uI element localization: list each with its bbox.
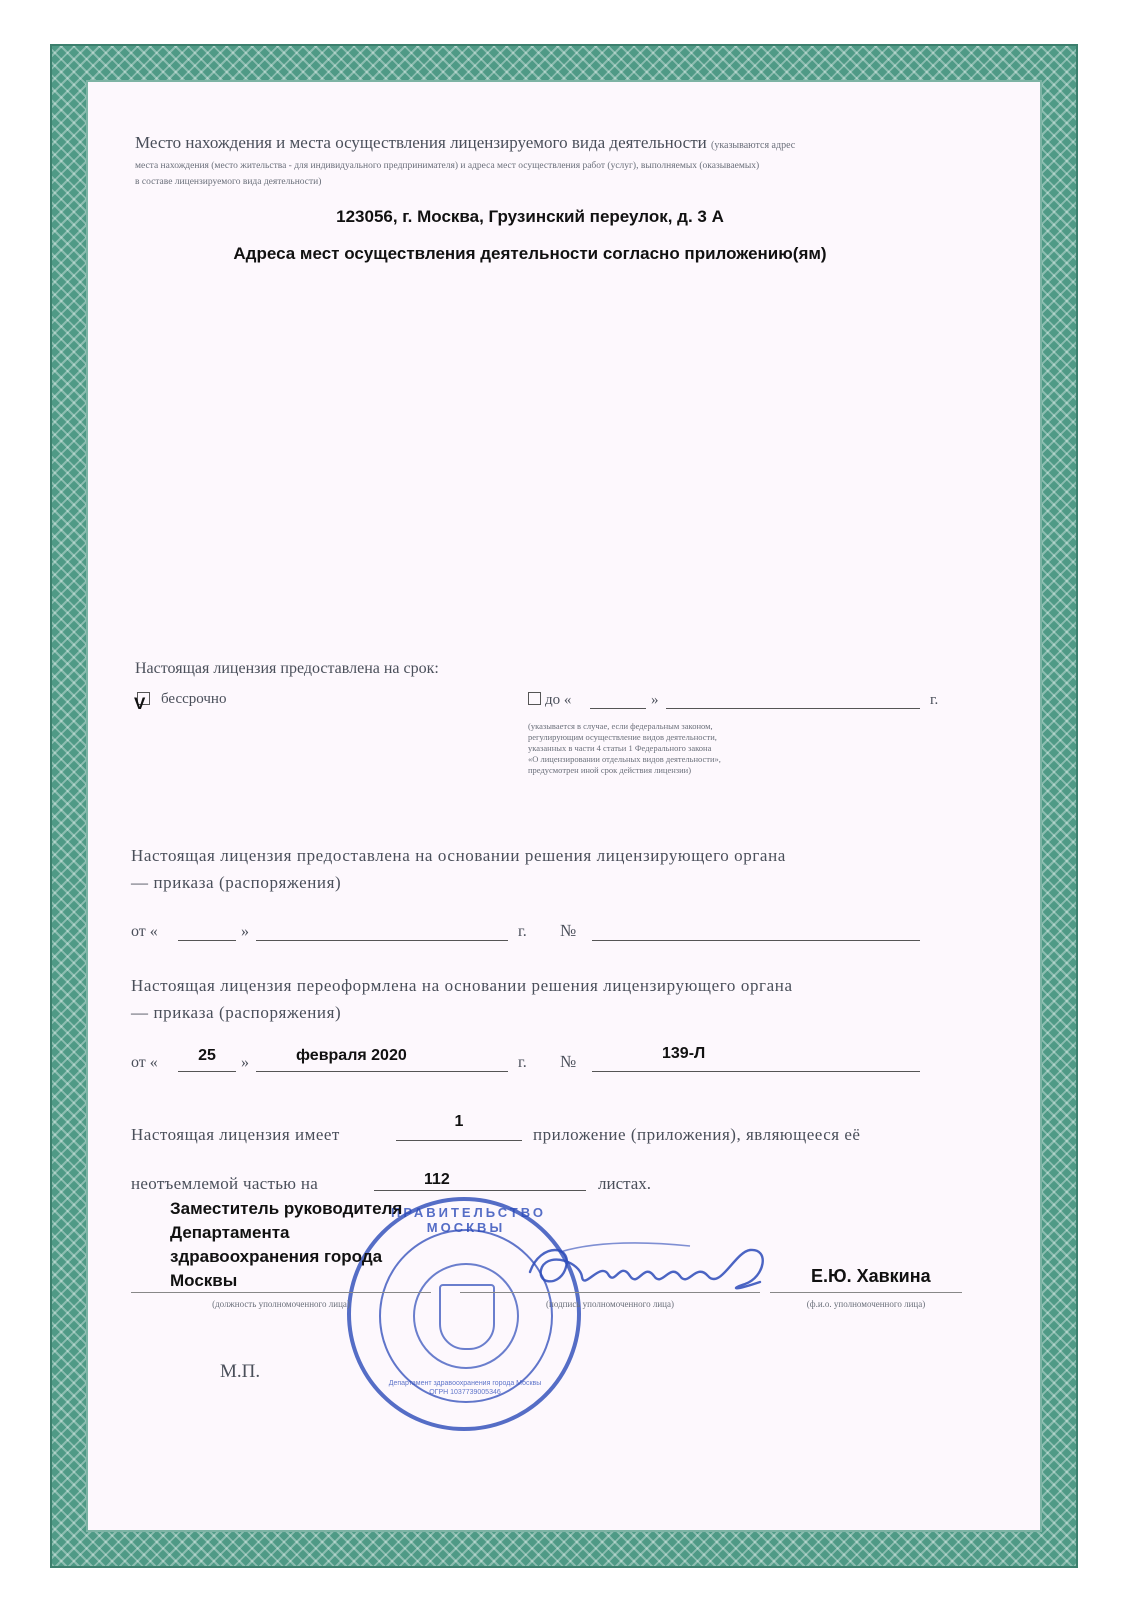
reissue-number: 139-Л <box>662 1045 706 1062</box>
caption-signature: (подпись уполномоченного лица) <box>546 1299 674 1309</box>
term-note-line: «О лицензировании отдельных видов деятельности», <box>528 754 721 764</box>
annex-count: 1 <box>454 1113 464 1130</box>
signatory-name: Е.Ю. Хавкина <box>811 1266 931 1286</box>
basis-text-line1: Настоящая лицензия предоставлена на основании решения лицензирующего органа <box>131 846 786 865</box>
sheets-count: 112 <box>424 1171 450 1188</box>
basis-year-suffix: г. <box>518 923 527 940</box>
reissue-text-line2: — приказа (распоряжения) <box>131 1003 342 1022</box>
basis-number-line <box>592 940 920 941</box>
position-line: Департамента <box>170 1223 290 1242</box>
annex-text-part3: неотъемлемой частью на <box>131 1174 319 1193</box>
location-note-line2: места нахождения (место жительства - для индивидуального предпринимателя) и адреса мест осуществления работ (услуг), выполняемых (оказываемых) <box>135 161 760 171</box>
term-note-line: регулирующим осуществление видов деятельности, <box>528 732 717 742</box>
location-heading <box>135 133 975 153</box>
reissue-number-label: № <box>560 1052 577 1071</box>
stamp-ring-text: ПРАВИТЕЛЬСТВО МОСКВЫ <box>391 1205 546 1235</box>
basis-date-line <box>256 940 508 941</box>
unlimited-label: бессрочно <box>161 691 227 707</box>
location-note-inline: (указываются адрес <box>711 140 796 151</box>
reissue-number-line <box>592 1071 920 1072</box>
stamp-inner-text: Департамент здравоохранения города Москвы ОГРН 1037739005346 <box>388 1380 542 1396</box>
annex-text-part4: листах. <box>598 1174 652 1193</box>
position-underline <box>131 1292 431 1293</box>
basis-quote-close: » <box>241 923 249 940</box>
reissue-day-line <box>178 1071 236 1072</box>
addresses-per-annex: Адреса мест осуществления деятельности согласно приложению(ям) <box>233 244 827 263</box>
caption-name: (ф.и.о. уполномоченного лица) <box>806 1299 926 1309</box>
term-note-line: (указывается в случае, если федеральным законом, <box>528 721 713 731</box>
basis-number-label: № <box>560 921 577 940</box>
seal-label: М.П. <box>220 1361 261 1382</box>
reissue-month-year: февраля 2020 <box>296 1047 407 1064</box>
reissue-from-prefix: от « <box>131 1054 158 1071</box>
position-line: Заместитель руководителя <box>170 1199 403 1218</box>
reissue-year-suffix: г. <box>518 1054 527 1071</box>
signature-underline <box>460 1292 760 1293</box>
signatory-position <box>170 1197 402 1293</box>
until-quote-close: » <box>651 692 659 708</box>
reissue-day: 25 <box>198 1047 216 1064</box>
until-year-suffix: г. <box>930 692 939 708</box>
position-line: здравоохранения города <box>170 1247 383 1266</box>
reissue-text-line1: Настоящая лицензия переоформлена на основании решения лицензирующего органа <box>131 976 793 995</box>
annex-count-line <box>396 1140 522 1141</box>
basis-from-prefix: от « <box>131 923 158 940</box>
annex-text-part1: Настоящая лицензия имеет <box>131 1125 340 1144</box>
basis-day-line <box>178 940 236 941</box>
location-heading-text: Место нахождения и места осуществления лицензируемого вида деятельности <box>135 133 707 152</box>
until-day-line <box>590 708 646 709</box>
until-prefix: до « <box>545 692 572 708</box>
name-underline <box>770 1292 962 1293</box>
reissue-date-line <box>256 1071 508 1072</box>
term-label: Настоящая лицензия предоставлена на срок: <box>135 660 439 677</box>
annex-text-part2: приложение (приложения), являющееся её <box>533 1125 861 1144</box>
reissue-quote-close: » <box>241 1054 249 1071</box>
until-checkbox <box>528 692 541 705</box>
term-note-line: предусмотрен иной срок действия лицензии) <box>528 765 692 775</box>
term-note-line: указанных в части 4 статьи 1 Федерального закона <box>528 743 712 753</box>
position-line: Москвы <box>170 1271 238 1290</box>
check-mark: V <box>134 694 146 713</box>
basis-text-line2: — приказа (распоряжения) <box>131 873 342 892</box>
location-note-line3: в составе лицензируемого вида деятельности) <box>135 177 322 187</box>
sheets-count-line <box>374 1190 586 1191</box>
caption-position: (должность уполномоченного лица) <box>212 1299 350 1309</box>
term-note <box>528 721 721 776</box>
until-date-line <box>666 708 920 709</box>
coat-of-arms-icon <box>439 1284 495 1350</box>
license-address: 123056, г. Москва, Грузинский переулок, д. 3 А <box>336 207 724 226</box>
